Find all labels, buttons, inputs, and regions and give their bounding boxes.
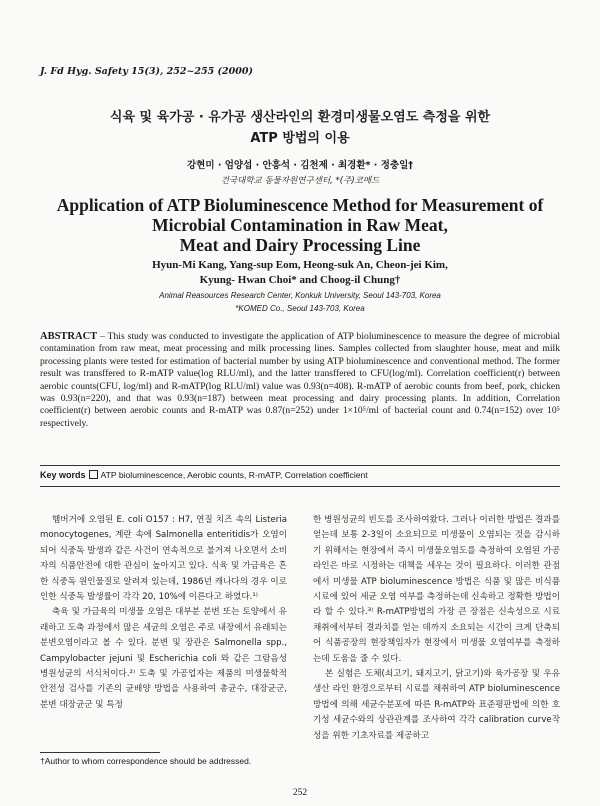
english-authors <box>0 258 600 288</box>
journal-citation: J. Fd Hyg. Safety 15(3), 252~255 (2000) <box>40 66 253 77</box>
english-affiliation-line-2: *KOMED Co., Seoul 143-703, Korea <box>235 304 365 313</box>
body-column-right <box>313 513 560 744</box>
korean-title-line-1: 식육 및 육가공 · 유가공 생산라인의 환경미생물오염도 측정을 위한 <box>109 110 491 125</box>
english-authors-line-1: Hyun-Mi Kang, Yang-sup Eom, Heong-suk An, Cheon-jei Kim, <box>152 259 448 271</box>
abstract-text: – This study was conducted to investigate the application of ATP bioluminescence to measure the degree of microbial contamination from raw meat, meat processing and milk processing lines. Samples collected from slaughter house, meat and milk processing plants were tested for estimation of bacterial number by using ATP bioluminescence and conventional method. The former result was transffered to R-mATP value(log RLU/ml), and the latter transffered to CFU(log/ml). Correlation coefficient(r) between aerobic counts(CFU, log/ml) and R-mATP(log RLU/ml) value was 0.93(n=408). R-mATP of aerobic counts from beef, pork, chicken was 0.93(n=220), and that was 0.93(n=187) between meat processing and dairy processing plants. In addition, Correlation coefficient(r) between aerobic counts and R-mATP was 0.87(n=252) under 1×10⁵/ml of bacterial count and 0.74(n=152) over 10⁵ respectively. <box>40 331 560 429</box>
footnote-rule <box>40 752 160 753</box>
footnote: †Author to whom correspondence should be addressed. <box>40 756 252 766</box>
keywords-text: ATP bioluminescence, Aerobic counts, R-mATP, Correlation coefficient <box>100 470 368 480</box>
body-paragraph: 축육 및 가금육의 미생물 오염은 대부분 분변 또는 토양에서 유래하고 도축 과정에서 많은 세균의 오염은 주로 내장에서 유래되는 분변오염이라고 볼 수 있다. 분변 및 장관은 Salmonella spp., Campylobacter jejuni 및 Escherichia coli 와 같은 그람음성 병원성균의 서식처이다.²⁾ 도축 및 가공업자는 제품의 미생물학적 안전성 검사를 기존의 균배양 방법을 사용하여 총균수, 대장균군, 분변 대장균군 및 특정 <box>40 607 287 710</box>
keywords-bottom-rule <box>40 486 560 487</box>
body-column-left <box>40 513 287 713</box>
english-affiliation-line-1: Animal Reasources Research Center, Konkuk University, Seoul 143-703, Korea <box>159 291 441 300</box>
korean-authors: 강현미 · 엄양섭 · 안흥석 · 김천제 · 최경환* · 정충일† <box>186 160 414 171</box>
english-title-line-3: Meat and Dairy Processing Line <box>179 235 421 255</box>
body-paragraph: 한 병원성균의 빈도를 조사하여왔다. 그러나 이러한 방법은 결과를 얻는데 보통 2-3일이 소요되므로 미생물이 오염되는 것을 감시하기 위해서는 현장에서 즉시 미생물오염도를 측정하여 오염된 가공 라인은 바로 시정하는 대책을 세우는 것이 필요하다. 이러한 관점에서 미생물 ATP bioluminescence 방법은 식품 및 많은 비식품 시료에 있어 세균 오염 여부를 측정하는데 신속하고 정확한 방법이라 할 수 있다.³⁾ R-mATP방법의 가장 큰 장점은 신속성으로 시료채취에서부터 결과치를 얻는 데까지 소요되는 시간이 크게 단축되어 식품공장의 현장책임자가 현장에서 미생물 오염여부를 측정하는데 도움을 줄 수 있다. <box>313 515 560 664</box>
korean-title-line-2: ATP 방법의 이용 <box>250 131 350 146</box>
page-number: 252 <box>292 788 308 798</box>
korean-title <box>0 107 600 149</box>
keywords-top-rule <box>40 465 560 466</box>
body-paragraph: 본 실험은 도체(쇠고기, 돼지고기, 닭고기)와 육가공장 및 우유 생산 라인 환경으로부터 시료를 채취하여 ATP bioluminescence방법에 의해 세균수분포에 따른 R-mATP와 표준평판법에 의한 호기성 세균수와의 상관관계를 조사하여 각각 calibration curve작성을 위한 기초자료를 제공하고 <box>313 669 560 741</box>
english-title-line-1: Application of ATP Bioluminescence Method for Measurement of <box>56 195 544 215</box>
english-affiliation <box>0 289 600 315</box>
abstract-label: ABSTRACT <box>40 331 98 342</box>
body-paragraph: 햄버거에 오염된 E. coli O157 : H7, 연질 치즈 속의 Listeria monocytogenes, 계란 속에 Salmonella enteritidis가 오염이 되어 식중독 발생과 같은 사건이 연속적으로 불거져 나오면서 소비자의 식품안전에 대한 관심이 높아지고 있다. 식육 및 가금육은 흔한 식중독 원인물질로 알려져 있는데, 1986년 캐나다의 경우 이로 인한 식중독 발생률이 각각 20, 10%에 이른다고 하였다.¹⁾ <box>40 515 287 603</box>
abstract <box>40 331 560 430</box>
keywords-label: Key words <box>40 470 86 480</box>
english-title-line-2: Microbial Contamination in Raw Meat, <box>152 215 448 235</box>
korean-affiliation: 건국대학교 동물자원연구센터, *(주)코메드 <box>220 176 380 186</box>
english-title <box>0 195 600 255</box>
keywords <box>40 470 560 480</box>
english-authors-line-2: Kyung- Hwan Choi* and Choog-il Chung† <box>199 274 401 286</box>
checkbox-glyph-icon <box>89 470 98 479</box>
